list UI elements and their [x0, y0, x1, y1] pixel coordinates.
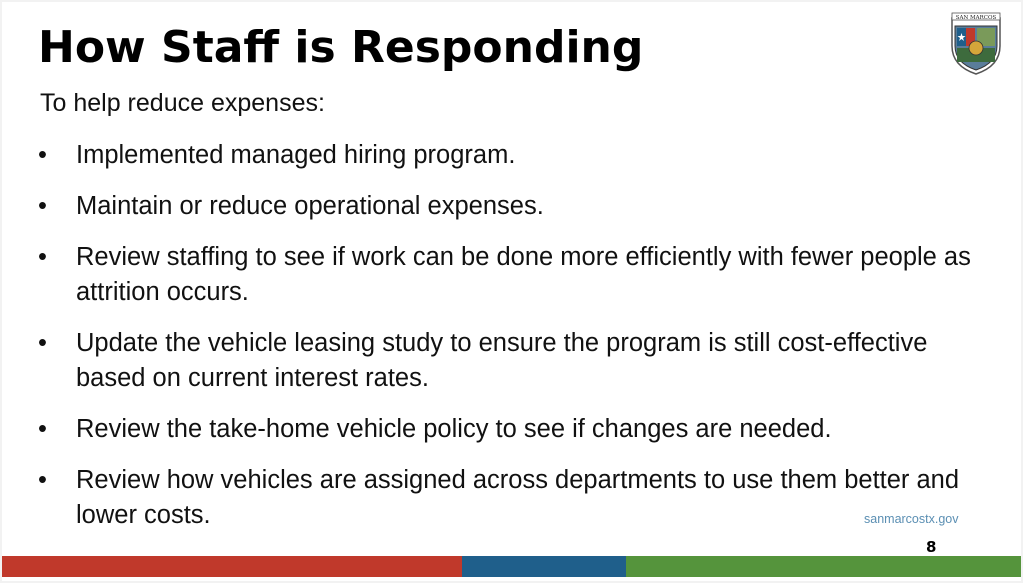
footer-bar-blue	[462, 556, 626, 577]
bullet-text: Review staffing to see if work can be done more efficiently with fewer people as attrition occurs.	[76, 243, 971, 306]
list-item	[38, 412, 988, 447]
bullet-text: Implemented managed hiring program.	[76, 141, 516, 169]
city-seal-icon	[949, 12, 1003, 76]
list-item	[38, 326, 988, 396]
bullet-text: Update the vehicle leasing study to ensure the program is still cost-effective based on current interest rates.	[76, 329, 928, 392]
list-item	[38, 463, 988, 533]
bullet-dot: •	[38, 243, 47, 271]
bullet-text: Maintain or reduce operational expenses.	[76, 192, 544, 220]
page-number: 8	[926, 538, 937, 556]
bullet-dot: •	[38, 466, 47, 494]
footer-bar-green	[626, 556, 1021, 577]
bullet-text: Review the take-home vehicle policy to see if changes are needed.	[76, 415, 832, 443]
footer-bar-red	[2, 556, 462, 577]
bullet-dot: •	[38, 192, 47, 220]
list-item	[38, 138, 988, 173]
slide	[2, 2, 1021, 581]
svg-text:SAN MARCOS: SAN MARCOS	[955, 15, 997, 21]
bullet-list	[38, 138, 988, 549]
bullet-dot: •	[38, 141, 47, 169]
bullet-dot: •	[38, 415, 47, 443]
website-link: sanmarcostx.gov	[864, 512, 959, 526]
bullet-dot: •	[38, 329, 47, 357]
list-item	[38, 240, 988, 310]
list-item	[38, 189, 988, 224]
bullet-text: Review how vehicles are assigned across departments to use them better and lower costs.	[76, 466, 960, 529]
slide-title: How Staff is Responding	[38, 22, 644, 73]
intro-text: To help reduce expenses:	[40, 89, 325, 117]
